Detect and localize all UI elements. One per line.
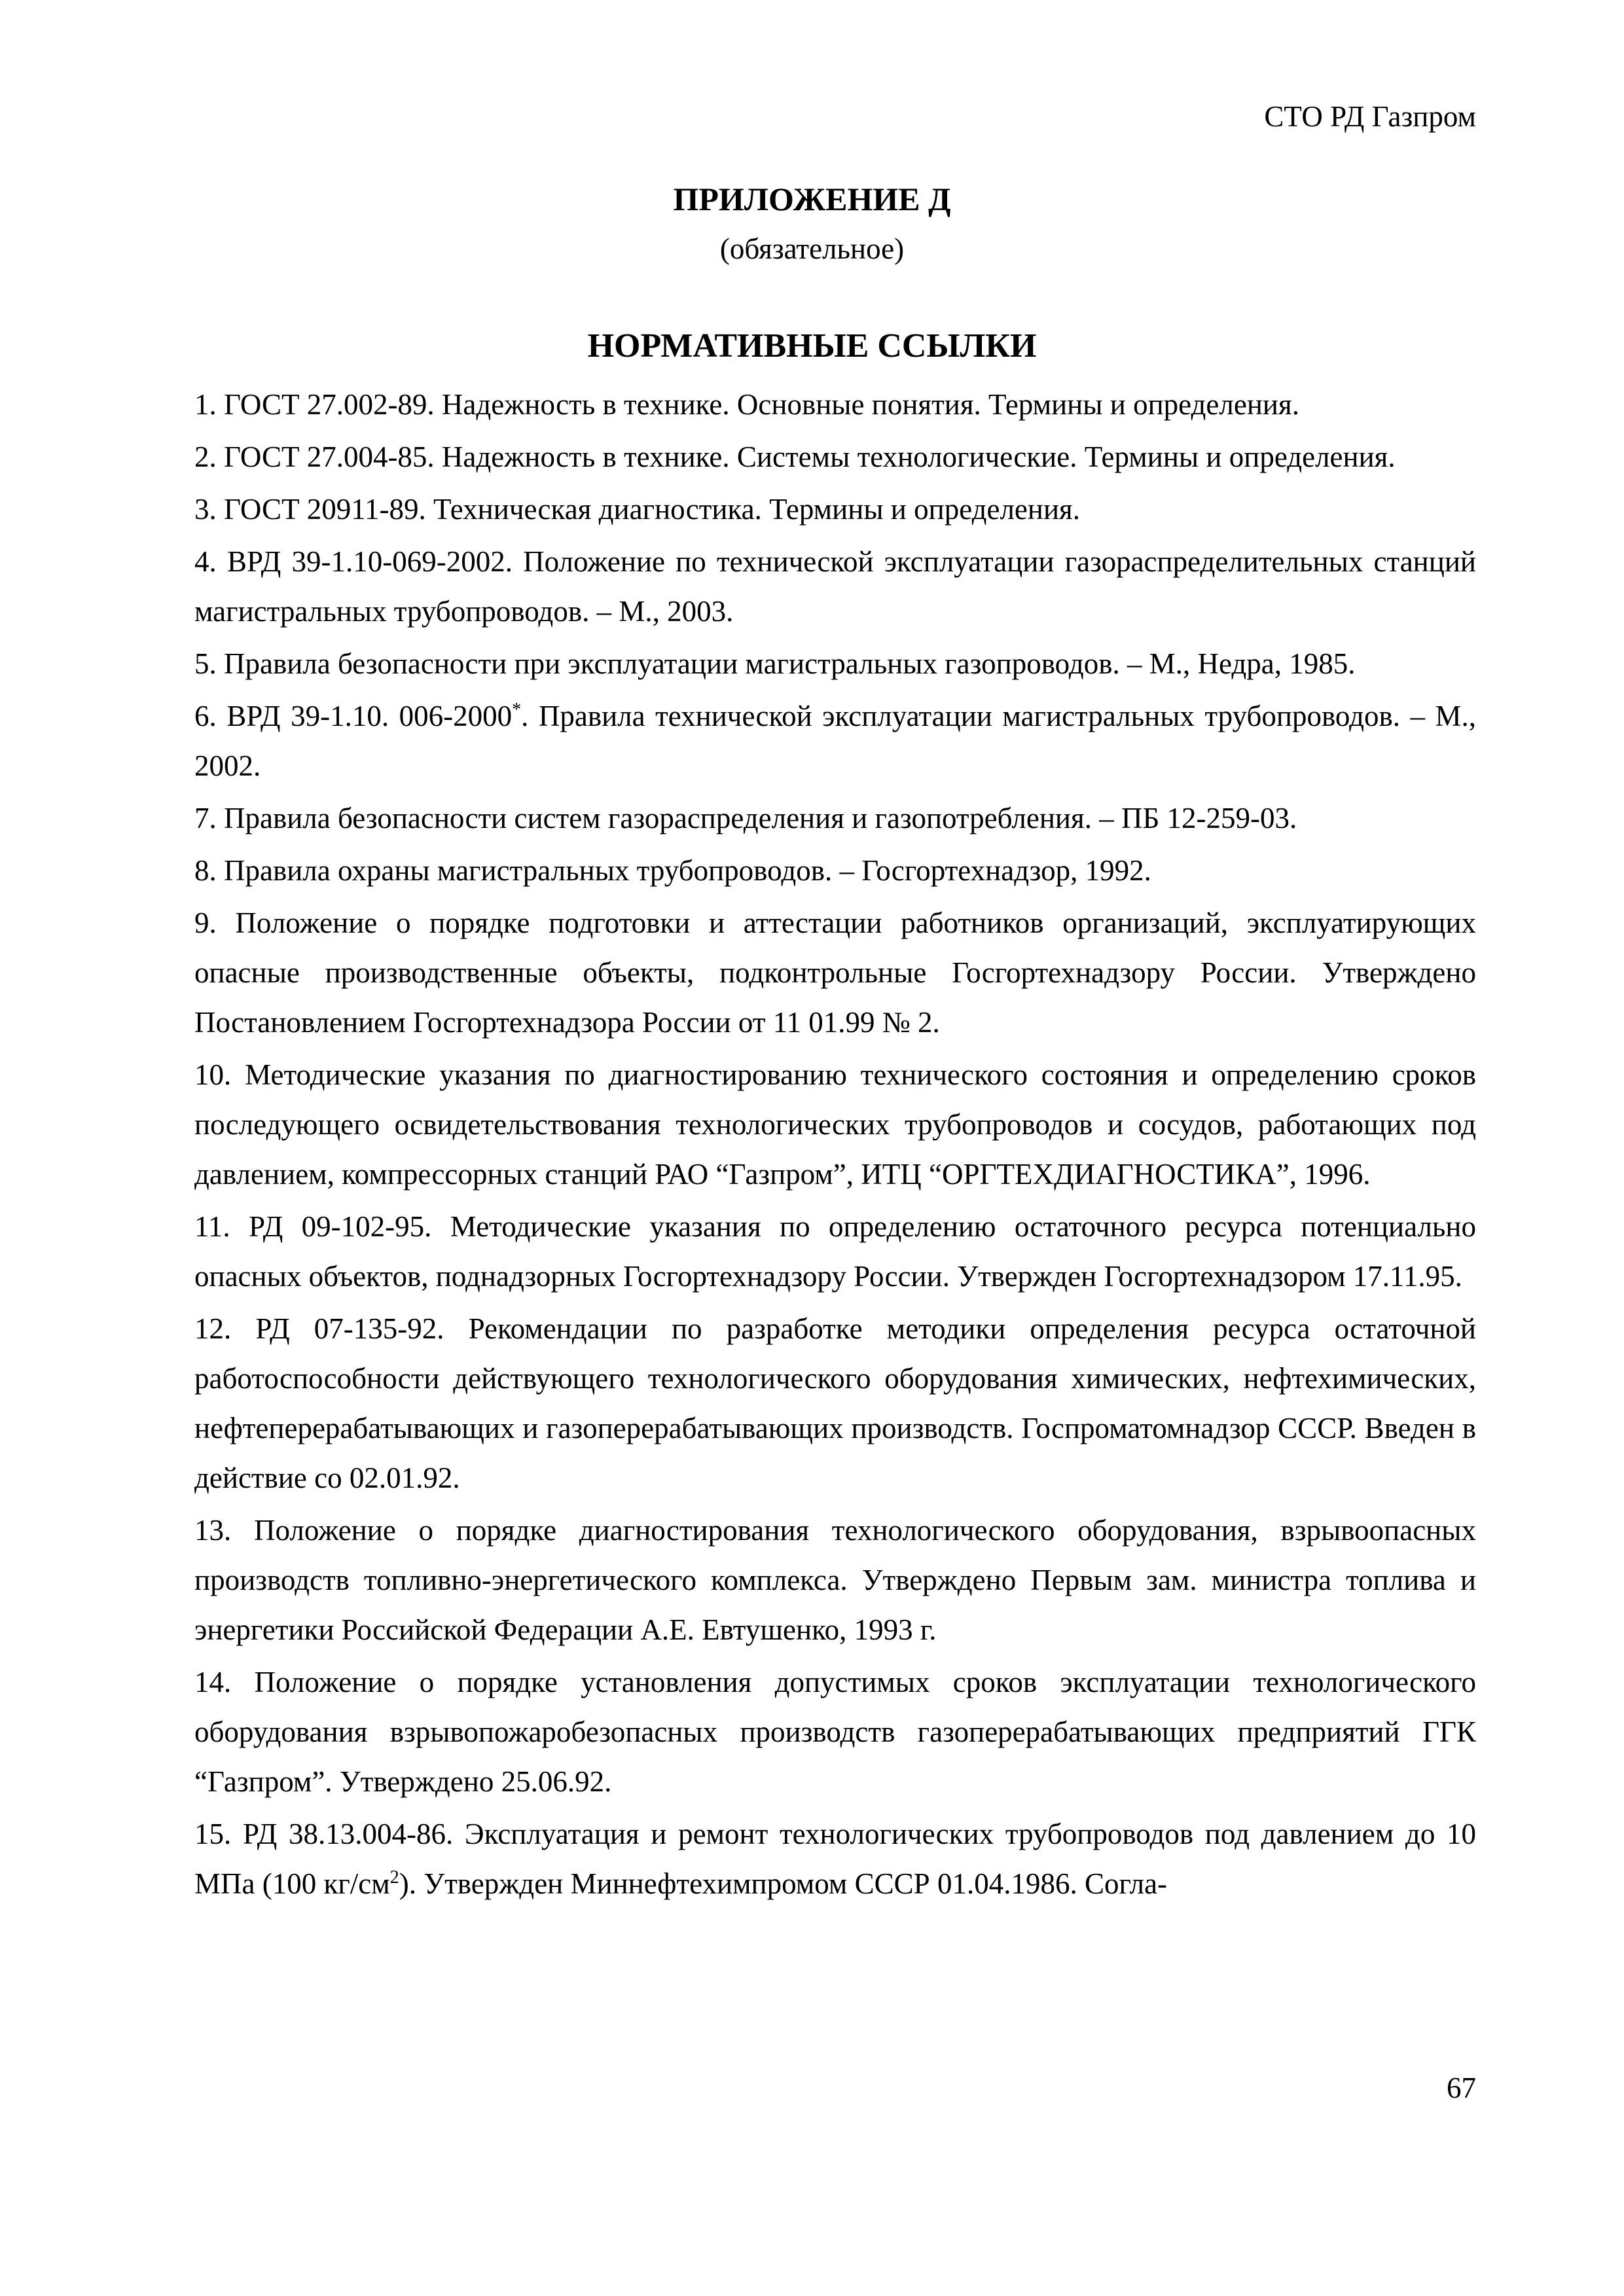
reference-text: Правила охраны магистральных трубопроводов. – Госгортехнадзор, 1992. [224,854,1151,887]
reference-item [194,846,1476,895]
reference-item [194,1657,1476,1806]
reference-item [194,380,1476,429]
page-number: 67 [1447,2072,1476,2104]
reference-text-continued: ). Утвержден Миннефтехимпромом СССР 01.04.1986. Согла- [399,1867,1168,1900]
reference-list [194,380,1476,1911]
reference-text: ГОСТ 20911-89. Техническая диагностика. Термины и определения. [224,493,1081,526]
reference-text: ВРД 39-1.10. 006-2000 [226,700,513,732]
reference-text: Положение о порядке диагностирования технологического оборудования, взрывоопасных производств топливно-энергетического комплекса. Утверждено Первым зам. министра топлива и энергетики Российской Федерации А.Е. Евтушенко, 1993 г. [194,1514,1476,1646]
reference-text: ГОСТ 27.002-89. Надежность в технике. Основные понятия. Термины и определения. [224,388,1299,421]
reference-number: 1. [194,388,217,421]
reference-number: 10. [194,1058,232,1091]
reference-item [194,1050,1476,1199]
reference-item [194,1304,1476,1503]
reference-number: 15. [194,1818,232,1850]
reference-text: Положение о порядке подготовки и аттестации работников организаций, эксплуатирующих опасные производственные объекты, подконтрольные Госгортехнадзору России. Утверждено Постановлением Госгортехнадзора России от 11 01.99 № 2. [194,906,1476,1039]
appendix-title: ПРИЛОЖЕНИЕ Д [673,181,951,217]
reference-text: Правила безопасности при эксплуатации магистральных газопроводов. – М., Недра, 1985. [224,647,1356,680]
reference-text-continued: . Правила технической эксплуатации магистральных трубопроводов. – М., 2002. [194,700,1477,782]
reference-text: ВРД 39-1.10-069-2002. Положение по технической эксплуатации газораспределительных станций магистральных трубопроводов. – М., 2003. [194,545,1476,628]
reference-number: 6. [194,700,217,732]
reference-text: Положение о порядке установления допустимых сроков эксплуатации технологического оборудования взрывопожаробезопасных производств газоперерабатывающих предприятий ГГК “Газпром”. Утверждено 25.06.92. [194,1666,1476,1798]
reference-item [194,691,1476,791]
superscript-exponent: 2 [389,1867,399,1888]
reference-item [194,898,1476,1047]
reference-item [194,1505,1476,1655]
reference-item [194,639,1476,689]
reference-text: РД 38.13.004-86. Эксплуатация и ремонт технологических трубопроводов под давлением до 10 МПа (100 кг/см [194,1818,1476,1900]
reference-item [194,793,1476,843]
reference-number: 2. [194,440,217,473]
reference-text: Методические указания по диагностированию технического состояния и определению сроков последующего освидетельствования технологических трубопроводов и сосудов, работающих под давлением, компрессорных станций РАО “Газпром”, ИТЦ “ОРГТЕХДИАГНОСТИКА”, 1996. [194,1058,1476,1191]
reference-text: РД 09-102-95. Методические указания по определению остаточного ресурса потенциально опасных объектов, поднадзорных Госгортехнадзору России. Утвержден Госгортехнадзором 17.11.95. [194,1210,1476,1293]
section-title: НОРМАТИВНЫЕ ССЫЛКИ [587,327,1037,365]
reference-number: 14. [194,1666,232,1698]
reference-number: 7. [194,802,217,834]
reference-number: 9. [194,906,217,939]
reference-text: ГОСТ 27.004-85. Надежность в технике. Системы технологические. Термины и определения. [224,440,1396,473]
reference-text: РД 07-135-92. Рекомендации по разработке методики определения ресурса остаточной работоспособности действующего технологического оборудования химических, нефтехимических, нефтеперерабатывающих и газоперерабатывающих производств. Госпроматомнадзор СССР. Введен в действие со 02.01.92. [194,1312,1477,1494]
reference-number: 11. [194,1210,230,1243]
reference-number: 5. [194,647,217,680]
reference-item [194,537,1476,636]
reference-number: 4. [194,545,217,578]
running-header: СТО РД Газпром [1264,100,1476,133]
reference-number: 12. [194,1312,232,1345]
reference-item [194,1202,1476,1301]
reference-item [194,1809,1476,1909]
reference-text: Правила безопасности систем газораспределения и газопотребления. – ПБ 12-259-03. [224,802,1297,834]
reference-number: 13. [194,1514,232,1547]
footnote-marker: * [512,700,522,720]
reference-number: 3. [194,493,217,526]
reference-item [194,484,1476,534]
reference-item [194,432,1476,482]
reference-number: 8. [194,854,217,887]
appendix-subtitle: (обязательное) [719,232,905,265]
